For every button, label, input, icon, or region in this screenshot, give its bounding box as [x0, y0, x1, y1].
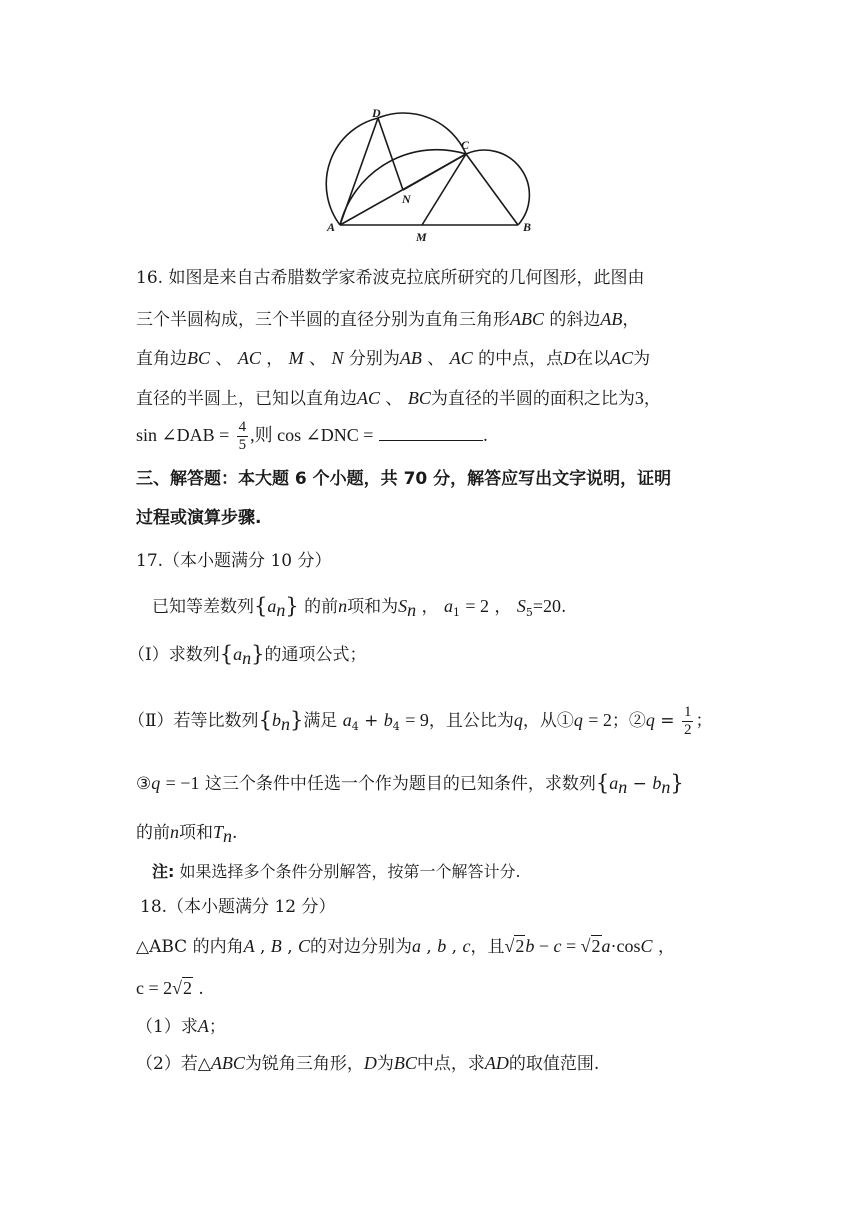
- q18-line-1: △ABC 的内角A , B , C的对边分别为a , b , c，且√2b − c = √2a·cosC ，: [136, 936, 675, 957]
- q16-text-1: 如图是来自古希腊数学家希波克拉底所研究的几何图形，此图由: [168, 268, 645, 288]
- label-c: C: [461, 138, 470, 152]
- label-m: M: [416, 230, 427, 244]
- label-a: A: [327, 220, 336, 234]
- q18-part-1: （1）求A；: [136, 1016, 226, 1037]
- q16-number: 16.: [136, 268, 164, 288]
- fraction-1-2: $\frac{1}{2}$: [683, 704, 692, 738]
- q16-line-5: sin ∠DAB = $\frac{4}{5}$ ,则 cos ∠DNC = .: [136, 419, 489, 453]
- q18-line-2: c = 2√2 .: [136, 978, 204, 999]
- segment-ad: [340, 118, 378, 225]
- segment-bc: [466, 154, 518, 225]
- segment-dn: [378, 118, 403, 190]
- hippocrates-lunes-diagram: [320, 105, 540, 245]
- q17-given: 已知等差数列$\{a_n\}$ 的前n项和为$S_n$ ， $a_1 = 2$ ， $S_5=20$.: [152, 594, 567, 620]
- label-b: B: [523, 220, 532, 234]
- segment-nc: [403, 154, 466, 190]
- q16-line-4: 直径的半圆上，已知以直角边AC 、 BC为直径的半圆的面积之比为3，: [136, 388, 661, 409]
- sin-expression: sin ∠DAB =: [136, 425, 230, 445]
- q18-part-2: （2）若△ABC为锐角三角形，D为BC中点，求AD的取值范围.: [136, 1053, 600, 1074]
- section3-heading-2: 过程或演算步骤.: [136, 508, 262, 528]
- q17-header: 17.（本小题满分 10 分）: [136, 551, 332, 571]
- q16-line-1: [136, 266, 644, 290]
- q17-part-2-end: 的前n项和$T_n$.: [136, 822, 238, 846]
- geometry-figure: [320, 105, 540, 245]
- q17-part-2-cont: ③q = −1 这三个条件中任选一个作为题目的已知条件，求数列$\{a_n - b_n\}$: [136, 771, 684, 797]
- section3-heading-1: 三、解答题：本大题 6 个小题，共 70 分，解答应写出文字说明，证明: [136, 469, 672, 489]
- label-n: N: [402, 192, 411, 206]
- answer-blank[interactable]: [379, 424, 483, 441]
- label-d: D: [372, 106, 381, 120]
- segment-cm: [422, 154, 466, 225]
- cos-expression: ,则 cos ∠DNC =: [250, 425, 374, 445]
- q18-header: 18.（本小题满分 12 分）: [140, 897, 336, 917]
- q17-part-1: （Ⅰ）求数列$\{a_n\}$的通项公式；: [128, 642, 367, 668]
- q16-line-2: 三个半圆构成，三个半圆的直径分别为直角三角形ABC 的斜边AB，: [136, 309, 640, 330]
- fraction-4-5: $\frac{4}{5}$: [238, 419, 247, 453]
- q16-line-3: 直角边BC 、 AC ， M 、 N 分别为AB 、 AC 的中点，点D在以AC为: [136, 348, 651, 369]
- q17-part-2: （Ⅱ）若等比数列$\{b_n\}$满足 $a_4 + b_4 = 9$，且公比为q，从①q = 2；②q = $\frac{1}{2}$ ；: [128, 704, 713, 738]
- q17-note: 注: 如果选择多个条件分别解答，按第一个解答计分.: [152, 862, 521, 881]
- semicircle-bc: [466, 150, 529, 225]
